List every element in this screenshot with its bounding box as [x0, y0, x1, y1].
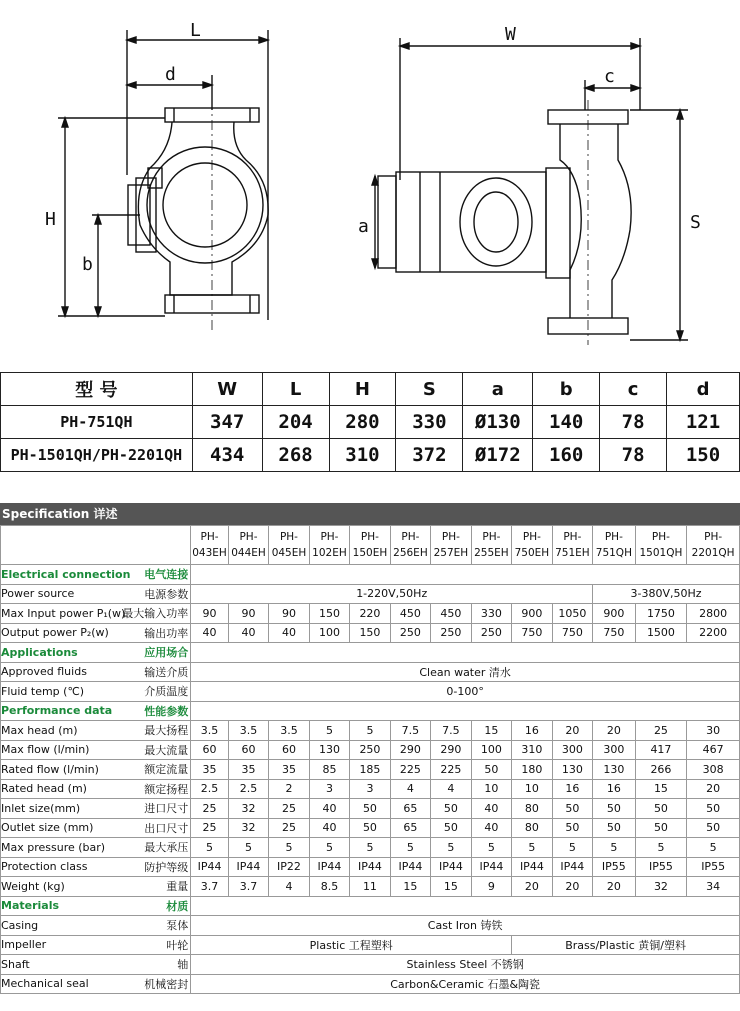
- row-label: Mechanical seal: [1, 974, 112, 994]
- model-name-cell: PH-043EH: [191, 526, 228, 565]
- value-cell: 50: [593, 818, 636, 838]
- row-label: Rated head (m): [1, 779, 112, 799]
- value-cell: 250: [390, 623, 430, 643]
- section-title-cn: 性能参数: [112, 701, 191, 721]
- dimensions-header-row: [1, 373, 740, 406]
- value-cell: 5: [228, 838, 268, 858]
- cell: 140: [533, 406, 600, 439]
- value-cell: 7.5: [390, 721, 430, 741]
- row-label: Weight (kg): [1, 877, 112, 897]
- value-cell: 100: [471, 740, 511, 760]
- section-title-cn: 电气连接: [112, 565, 191, 585]
- value-cell: 250: [431, 623, 471, 643]
- row-label: Max head (m): [1, 721, 112, 741]
- value-cell: IP44: [228, 857, 268, 877]
- value-cell: 25: [269, 799, 309, 819]
- performance-row: [1, 799, 740, 819]
- value-cell: 50: [350, 818, 390, 838]
- cell: 280: [329, 406, 396, 439]
- blank-cell: [191, 896, 740, 916]
- cell: 78: [600, 406, 667, 439]
- value-cell: 1-220V,50Hz: [191, 584, 593, 604]
- value-cell: 3.5: [269, 721, 309, 741]
- value-cell: 130: [593, 760, 636, 780]
- value-cell: 1500: [635, 623, 687, 643]
- section-title: Materials: [1, 896, 112, 916]
- header-b: b: [533, 373, 600, 406]
- performance-row: [1, 838, 740, 858]
- power-source-row: [1, 584, 740, 604]
- row-label-cn: 轴: [112, 955, 191, 975]
- value-cell: 225: [390, 760, 430, 780]
- value-cell: 35: [269, 760, 309, 780]
- value-cell: 180: [512, 760, 552, 780]
- model-name-cell: PH-751EH: [552, 526, 592, 565]
- row-label-cn: 泵体: [112, 916, 191, 936]
- value-cell: 5: [269, 838, 309, 858]
- value-cell: 185: [350, 760, 390, 780]
- dim-label-W: W: [505, 24, 516, 45]
- dim-label-c: c: [604, 66, 615, 87]
- value-cell: 4: [431, 779, 471, 799]
- value-cell: 310: [512, 740, 552, 760]
- value-cell: 900: [512, 604, 552, 624]
- value-cell: 3.5: [191, 721, 228, 741]
- value-cell: 50: [552, 799, 592, 819]
- row-label: Inlet size(mm): [1, 799, 112, 819]
- performance-row: [1, 818, 740, 838]
- casing-row: [1, 916, 740, 936]
- value-cell: 10: [471, 779, 511, 799]
- fluid_temp-row: [1, 682, 740, 702]
- performance-row: [1, 877, 740, 897]
- row-label: Max pressure (bar): [1, 838, 112, 858]
- value-cell: 290: [431, 740, 471, 760]
- value-cell: 2200: [687, 623, 740, 643]
- value-cell: IP55: [687, 857, 740, 877]
- section-row-electrical: [1, 565, 740, 585]
- value-cell: 50: [635, 818, 687, 838]
- cell: 150: [667, 439, 740, 472]
- value-cell: IP44: [552, 857, 592, 877]
- row-label: Max flow (l/min): [1, 740, 112, 760]
- dim-label-S: S: [690, 212, 701, 233]
- value-cell: 65: [390, 818, 430, 838]
- value-cell: 5: [687, 838, 740, 858]
- value-cell: 5: [350, 838, 390, 858]
- row-label-cn: 输送介质: [112, 662, 191, 682]
- header-S: S: [396, 373, 463, 406]
- value-cell: 150: [309, 604, 349, 624]
- value-cell: 16: [512, 721, 552, 741]
- row-label: Fluid temp (℃): [1, 682, 112, 702]
- value-cell: 25: [269, 818, 309, 838]
- value-cell: IP44: [390, 857, 430, 877]
- value-cell: 32: [228, 818, 268, 838]
- value-cell: 3: [309, 779, 349, 799]
- value-cell: Plastic 工程塑料: [191, 935, 512, 955]
- front-view: [58, 30, 268, 330]
- model-header-row: [1, 526, 740, 565]
- row-label-cn: 防护等级: [112, 857, 191, 877]
- section-row-performance: [1, 701, 740, 721]
- value-cell: 50: [431, 818, 471, 838]
- dim-label-b: b: [82, 254, 93, 275]
- value-cell: 5: [635, 838, 687, 858]
- header-d: d: [667, 373, 740, 406]
- performance-row: [1, 721, 740, 741]
- value-cell: 130: [552, 760, 592, 780]
- section-title-cn: 材质: [112, 896, 191, 916]
- value-cell: 308: [687, 760, 740, 780]
- value-cell: 60: [228, 740, 268, 760]
- dim-label-a: a: [358, 216, 369, 237]
- value-cell: 35: [228, 760, 268, 780]
- value-cell: 7.5: [431, 721, 471, 741]
- value-cell: 50: [593, 799, 636, 819]
- value-cell: 150: [350, 623, 390, 643]
- value-cell: 20: [687, 779, 740, 799]
- dim-label-d: d: [165, 64, 176, 85]
- model-name-cell: PH-2201QH: [687, 526, 740, 565]
- value-cell: 2.5: [191, 779, 228, 799]
- cell: 121: [667, 406, 740, 439]
- value-cell: 266: [635, 760, 687, 780]
- value-cell: 100: [309, 623, 349, 643]
- model-name-cell: PH-255EH: [471, 526, 511, 565]
- row-label: Max Input power P₁(w): [1, 604, 112, 624]
- value-cell: 90: [191, 604, 228, 624]
- value-cell: 50: [471, 760, 511, 780]
- value-cell: IP44: [471, 857, 511, 877]
- cell: Ø172: [463, 439, 533, 472]
- value-cell: 750: [552, 623, 592, 643]
- model-name-cell: PH-044EH: [228, 526, 268, 565]
- value-cell: 450: [431, 604, 471, 624]
- value-cell: 330: [471, 604, 511, 624]
- blank-cell: [191, 701, 740, 721]
- row-label: Protection class: [1, 857, 112, 877]
- value-cell: 15: [635, 779, 687, 799]
- value-cell: 1750: [635, 604, 687, 624]
- value-cell: 4: [390, 779, 430, 799]
- header-H: H: [329, 373, 396, 406]
- value-cell: 50: [350, 799, 390, 819]
- performance-row: [1, 857, 740, 877]
- value-cell: 300: [593, 740, 636, 760]
- value-cell: 20: [552, 721, 592, 741]
- value-cell: 65: [390, 799, 430, 819]
- value-cell: Carbon&Ceramic 石墨&陶瓷: [191, 974, 740, 994]
- value-cell: 40: [191, 623, 228, 643]
- dimensions-table: [0, 372, 740, 472]
- value-cell: 2800: [687, 604, 740, 624]
- blank-cell: [191, 643, 740, 663]
- row-label: Output power P₂(w): [1, 623, 112, 643]
- dim-label-H: H: [45, 209, 56, 230]
- value-cell: Stainless Steel 不锈钢: [191, 955, 740, 975]
- cell: 268: [262, 439, 329, 472]
- row-label: Outlet size (mm): [1, 818, 112, 838]
- value-cell: 50: [687, 818, 740, 838]
- value-cell: 5: [593, 838, 636, 858]
- value-cell: 16: [552, 779, 592, 799]
- blank-cell: [1, 526, 191, 565]
- value-cell: 15: [390, 877, 430, 897]
- pump-technical-drawing: [0, 0, 740, 360]
- value-cell: 4: [269, 877, 309, 897]
- value-cell: IP44: [350, 857, 390, 877]
- row-label: Impeller: [1, 935, 112, 955]
- value-cell: 5: [512, 838, 552, 858]
- value-cell: 220: [350, 604, 390, 624]
- value-cell: 10: [512, 779, 552, 799]
- row-label-cn: 叶轮: [112, 935, 191, 955]
- value-cell: 5: [471, 838, 511, 858]
- value-cell: 5: [191, 838, 228, 858]
- value-cell: 3.5: [228, 721, 268, 741]
- value-cell: 40: [309, 799, 349, 819]
- value-cell: IP22: [269, 857, 309, 877]
- cell: 434: [192, 439, 262, 472]
- cell: 310: [329, 439, 396, 472]
- value-cell: 60: [269, 740, 309, 760]
- value-cell: IP44: [309, 857, 349, 877]
- value-cell: 11: [350, 877, 390, 897]
- max_input-row: [1, 604, 740, 624]
- dim-label-L: L: [190, 20, 201, 41]
- value-cell: 50: [431, 799, 471, 819]
- model-name-cell: PH-045EH: [269, 526, 309, 565]
- value-cell: 20: [552, 877, 592, 897]
- value-cell: 35: [191, 760, 228, 780]
- row-label-cn: 最大输入功率: [112, 604, 191, 624]
- value-cell: 32: [228, 799, 268, 819]
- row-label-cn: 额定扬程: [112, 779, 191, 799]
- value-cell: 750: [593, 623, 636, 643]
- value-cell: 9: [471, 877, 511, 897]
- row-label-cn: 额定流量: [112, 760, 191, 780]
- header-model: 型 号: [1, 373, 193, 406]
- value-cell: 0-100°: [191, 682, 740, 702]
- output_power-row: [1, 623, 740, 643]
- section-title: Performance data: [1, 701, 112, 721]
- value-cell: 50: [687, 799, 740, 819]
- cell: PH-751QH: [1, 406, 193, 439]
- row-label-cn: 进口尺寸: [112, 799, 191, 819]
- value-cell: 290: [390, 740, 430, 760]
- value-cell: 900: [593, 604, 636, 624]
- impeller-row: [1, 935, 740, 955]
- value-cell: 40: [471, 818, 511, 838]
- value-cell: 40: [269, 623, 309, 643]
- specification-table: [0, 525, 740, 994]
- row-label-cn: 最大扬程: [112, 721, 191, 741]
- cell: 372: [396, 439, 463, 472]
- section-title-cn: 应用场合: [112, 643, 191, 663]
- section-title: Electrical connection: [1, 565, 112, 585]
- value-cell: 5: [390, 838, 430, 858]
- cell: 78: [600, 439, 667, 472]
- value-cell: 15: [471, 721, 511, 741]
- value-cell: 85: [309, 760, 349, 780]
- value-cell: 90: [269, 604, 309, 624]
- specification-section: [0, 503, 740, 994]
- value-cell: 15: [431, 877, 471, 897]
- seal-row: [1, 974, 740, 994]
- value-cell: Cast Iron 铸铁: [191, 916, 740, 936]
- row-label-cn: 最大承压: [112, 838, 191, 858]
- value-cell: 130: [309, 740, 349, 760]
- model-name-cell: PH-257EH: [431, 526, 471, 565]
- row-label: Approved fluids: [1, 662, 112, 682]
- value-cell: 16: [593, 779, 636, 799]
- performance-row: [1, 760, 740, 780]
- value-cell: 34: [687, 877, 740, 897]
- value-cell: 5: [309, 721, 349, 741]
- row-label: Casing: [1, 916, 112, 936]
- fluids-row: [1, 662, 740, 682]
- value-cell: IP44: [191, 857, 228, 877]
- model-name-cell: PH-1501QH: [635, 526, 687, 565]
- section-row-materials: [1, 896, 740, 916]
- model-name-cell: PH-750EH: [512, 526, 552, 565]
- performance-row: [1, 740, 740, 760]
- header-W: W: [192, 373, 262, 406]
- row-label-cn: 最大流量: [112, 740, 191, 760]
- model-name-cell: PH-102EH: [309, 526, 349, 565]
- value-cell: 8.5: [309, 877, 349, 897]
- value-cell: 30: [687, 721, 740, 741]
- value-cell: 3.7: [191, 877, 228, 897]
- value-cell: 300: [552, 740, 592, 760]
- value-cell: 90: [228, 604, 268, 624]
- row-label: Shaft: [1, 955, 112, 975]
- performance-row: [1, 779, 740, 799]
- value-cell: 40: [471, 799, 511, 819]
- value-cell: 5: [309, 838, 349, 858]
- row-label-cn: 重量: [112, 877, 191, 897]
- row-label-cn: 电源参数: [112, 584, 191, 604]
- value-cell: 40: [228, 623, 268, 643]
- row-label-cn: 输出功率: [112, 623, 191, 643]
- value-cell: Brass/Plastic 黄铜/塑料: [512, 935, 740, 955]
- cell: 204: [262, 406, 329, 439]
- row-label-cn: 介质温度: [112, 682, 191, 702]
- blank-cell: [191, 565, 740, 585]
- value-cell: 32: [635, 877, 687, 897]
- cell: Ø130: [463, 406, 533, 439]
- value-cell: 20: [593, 721, 636, 741]
- value-cell: 250: [350, 740, 390, 760]
- value-cell: 80: [512, 818, 552, 838]
- dimensions-row: [1, 439, 740, 472]
- value-cell: 3-380V,50Hz: [593, 584, 740, 604]
- value-cell: 250: [471, 623, 511, 643]
- shaft-row: [1, 955, 740, 975]
- value-cell: 20: [593, 877, 636, 897]
- model-name-cell: PH-256EH: [390, 526, 430, 565]
- value-cell: 417: [635, 740, 687, 760]
- dimensions-row: [1, 406, 740, 439]
- cell: PH-1501QH/PH-2201QH: [1, 439, 193, 472]
- value-cell: 5: [431, 838, 471, 858]
- value-cell: 5: [350, 721, 390, 741]
- value-cell: 50: [635, 799, 687, 819]
- value-cell: IP55: [593, 857, 636, 877]
- row-label-cn: 机械密封: [112, 974, 191, 994]
- model-name-cell: PH-751QH: [593, 526, 636, 565]
- value-cell: 25: [191, 799, 228, 819]
- value-cell: 1050: [552, 604, 592, 624]
- value-cell: 60: [191, 740, 228, 760]
- value-cell: 2: [269, 779, 309, 799]
- value-cell: 40: [309, 818, 349, 838]
- value-cell: 467: [687, 740, 740, 760]
- header-a: a: [463, 373, 533, 406]
- cell: 160: [533, 439, 600, 472]
- value-cell: IP44: [512, 857, 552, 877]
- row-label: Rated flow (l/min): [1, 760, 112, 780]
- value-cell: 450: [390, 604, 430, 624]
- value-cell: IP55: [635, 857, 687, 877]
- value-cell: 50: [552, 818, 592, 838]
- model-name-cell: PH-150EH: [350, 526, 390, 565]
- value-cell: 3: [350, 779, 390, 799]
- cell: 347: [192, 406, 262, 439]
- header-L: L: [262, 373, 329, 406]
- value-cell: 25: [191, 818, 228, 838]
- value-cell: 3.7: [228, 877, 268, 897]
- value-cell: 20: [512, 877, 552, 897]
- header-c: c: [600, 373, 667, 406]
- value-cell: 5: [552, 838, 592, 858]
- value-cell: 225: [431, 760, 471, 780]
- section-title: Applications: [1, 643, 112, 663]
- cell: 330: [396, 406, 463, 439]
- section-row-applications: [1, 643, 740, 663]
- row-label: Power source: [1, 584, 112, 604]
- side-view: [372, 38, 688, 345]
- specification-title: Specification 详述: [0, 503, 740, 525]
- value-cell: Clean water 清水: [191, 662, 740, 682]
- value-cell: IP44: [431, 857, 471, 877]
- row-label-cn: 出口尺寸: [112, 818, 191, 838]
- value-cell: 2.5: [228, 779, 268, 799]
- value-cell: 750: [512, 623, 552, 643]
- value-cell: 80: [512, 799, 552, 819]
- value-cell: 25: [635, 721, 687, 741]
